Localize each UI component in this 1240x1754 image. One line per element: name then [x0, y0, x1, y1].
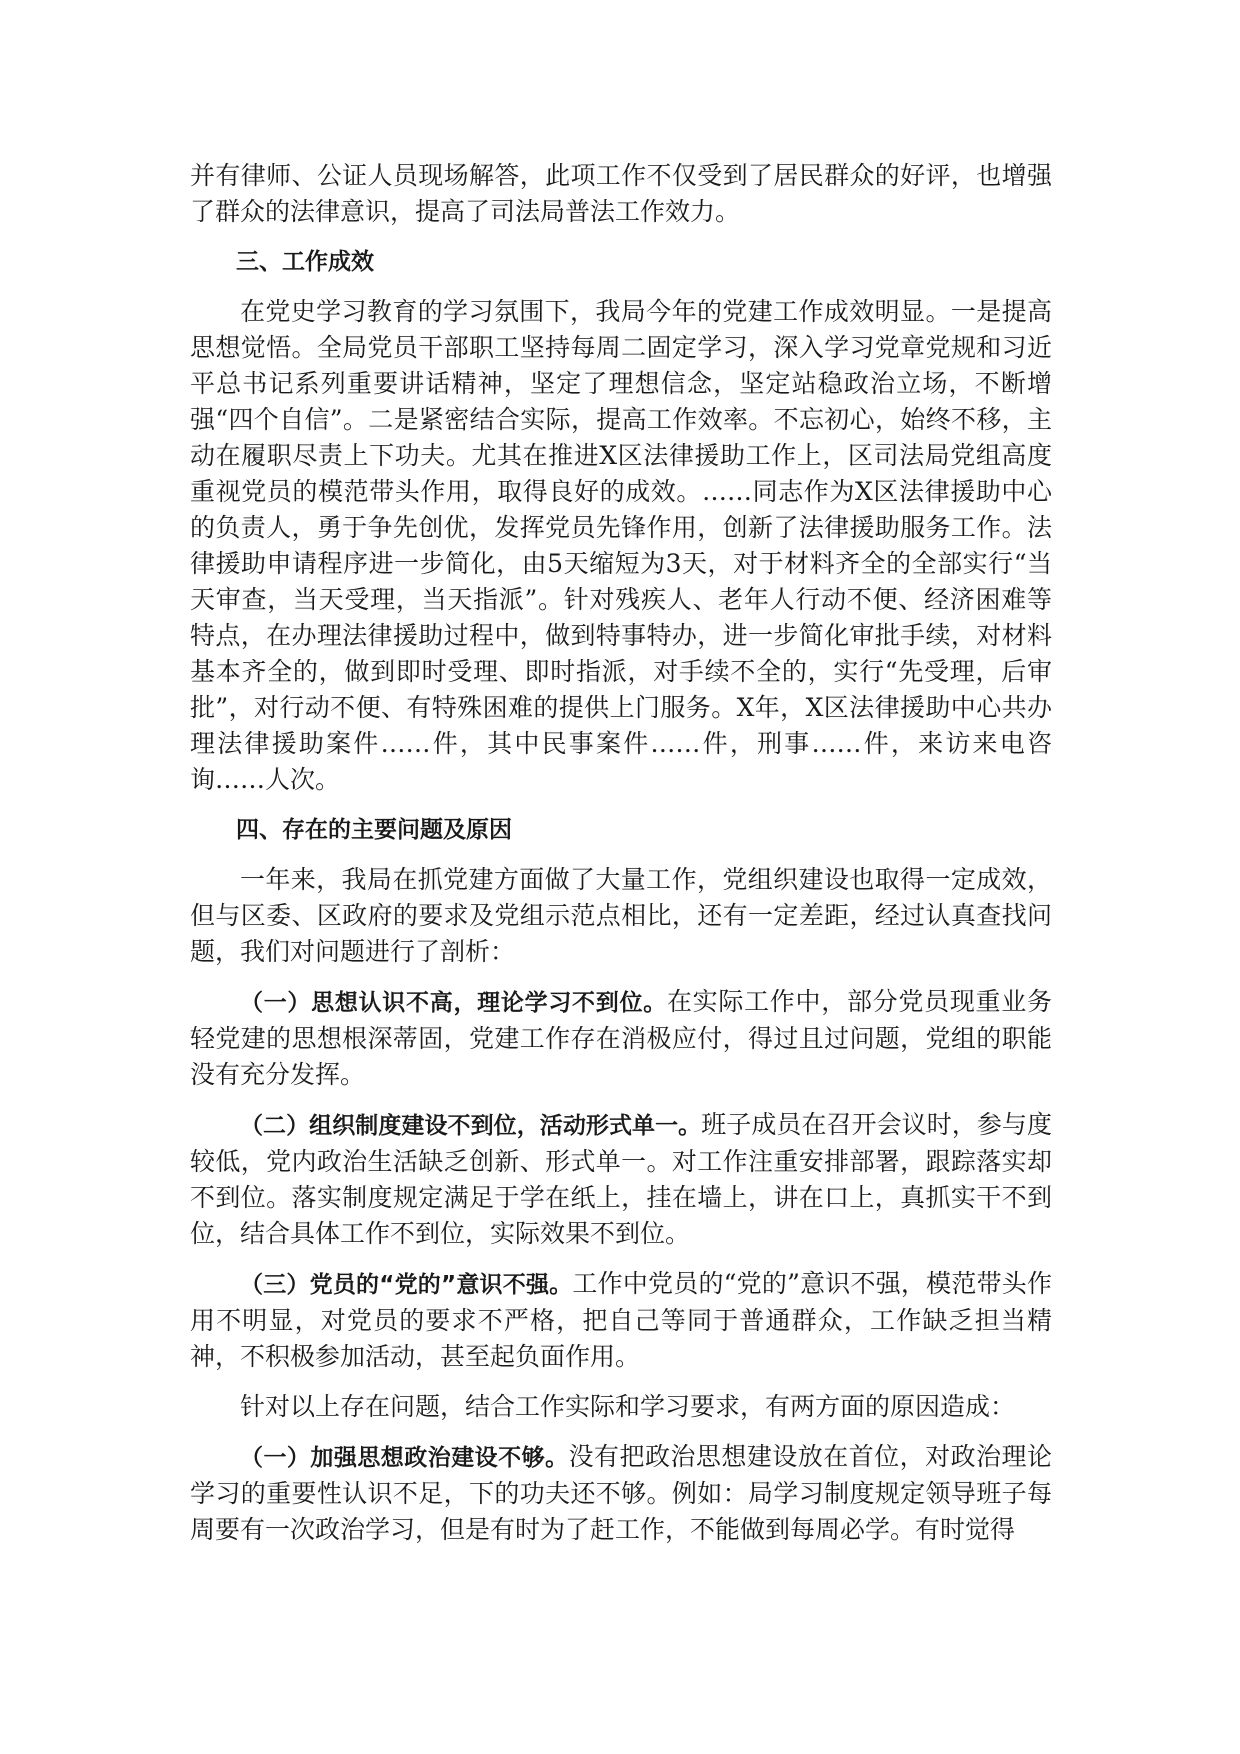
section-heading-problems: 四、存在的主要问题及原因: [236, 817, 512, 843]
paragraph-achievements: 在党史学习教育的学习氛围下，我局今年的党建工作成效明显。一是提高思想觉悟。全局党员干部职工坚持每周二固定学习，深入学习党章党规和习近平总书记系列重要讲话精神，坚定了理想信念，坚定站稳政治立场，不断增强“四个自信”。二是紧密结合实际，提高工作效率。不忘初心，始终不移，主动在履职尽责上下功夫。尤其在推进X区法律援助工作上，区司法局党组高度重视党员的模范带头作用，取得良好的成效。……同志作为X区法律援助中心的负责人，勇于争先创优，发挥党员先锋作用，创新了法律援助服务工作。法律援助申请程序进一步简化，由5天缩短为3天，对于材料齐全的全部实行“当天审查，当天受理，当天指派”。针对残疾人、老年人行动不便、经济困难等特点，在办理法律援助过程中，做到特事特办，进一步简化审批手续，对材料基本齐全的，做到即时受理、即时指派，对手续不全的，实行“先受理，后审批”，对行动不便、有特殊困难的提供上门服务。X年，X区法律援助中心共办理法律援助案件……件，其中民事案件……件，刑事……件，来访来电咨询……人次。: [190, 297, 1052, 794]
problem-3-lead: （三）党员的“党的”意识不强。: [240, 1272, 573, 1298]
cause-1-lead: （一）加强思想政治建设不够。: [240, 1445, 569, 1471]
paragraph-continuation: 并有律师、公证人员现场解答，此项工作不仅受到了居民群众的好评，也增强了群众的法律意识，提高了司法局普法工作效力。: [190, 161, 1052, 226]
paragraph-problem-3: [190, 1266, 1052, 1375]
problem-2-lead: （二）组织制度建设不到位，活动形式单一。: [240, 1113, 702, 1139]
paragraph-cause-1: [190, 1439, 1052, 1548]
paragraph-problem-2: [190, 1107, 1052, 1252]
problem-2-body: 班子成员在召开会议时，参与度较低，党内政治生活缺乏创新、形式单一。对工作注重安排部署，跟踪落实却不到位。落实制度规定满足于学在纸上，挂在墙上，讲在口上，真抓实干不到位，结合具体工作不到位，实际效果不到位。: [190, 1110, 1052, 1248]
paragraph-problems-intro: 一年来，我局在抓党建方面做了大量工作，党组织建设也取得一定成效，但与区委、区政府的要求及党组示范点相比，还有一定差距，经过认真查找问题，我们对问题进行了剖析：: [190, 865, 1052, 966]
section-heading-achievements: 三、工作成效: [236, 249, 374, 275]
paragraph-causes-intro: 针对以上存在问题，结合工作实际和学习要求，有两方面的原因造成：: [240, 1392, 1016, 1421]
document-page: [190, 158, 1052, 1562]
cause-1-body: 没有把政治思想建设放在首位，对政治理论学习的重要性认识不足，下的功夫还不够。例如：局学习制度规定领导班子每周要有一次政治学习，但是有时为了赶工作，不能做到每周必学。有时觉得: [190, 1442, 1052, 1544]
problem-1-body: 在实际工作中，部分党员现重业务轻党建的思想根深蒂固，党建工作存在消极应付，得过且过问题，党组的职能没有充分发挥。: [190, 987, 1052, 1089]
problem-3-body: 工作中党员的“党的”意识不强，模范带头作用不明显，对党员的要求不严格，把自己等同于普通群众，工作缺乏担当精神，不积极参加活动，甚至起负面作用。: [190, 1269, 1052, 1371]
problem-1-lead: （一）思想认识不高，理论学习不到位。: [240, 990, 667, 1016]
paragraph-problem-1: [190, 984, 1052, 1093]
